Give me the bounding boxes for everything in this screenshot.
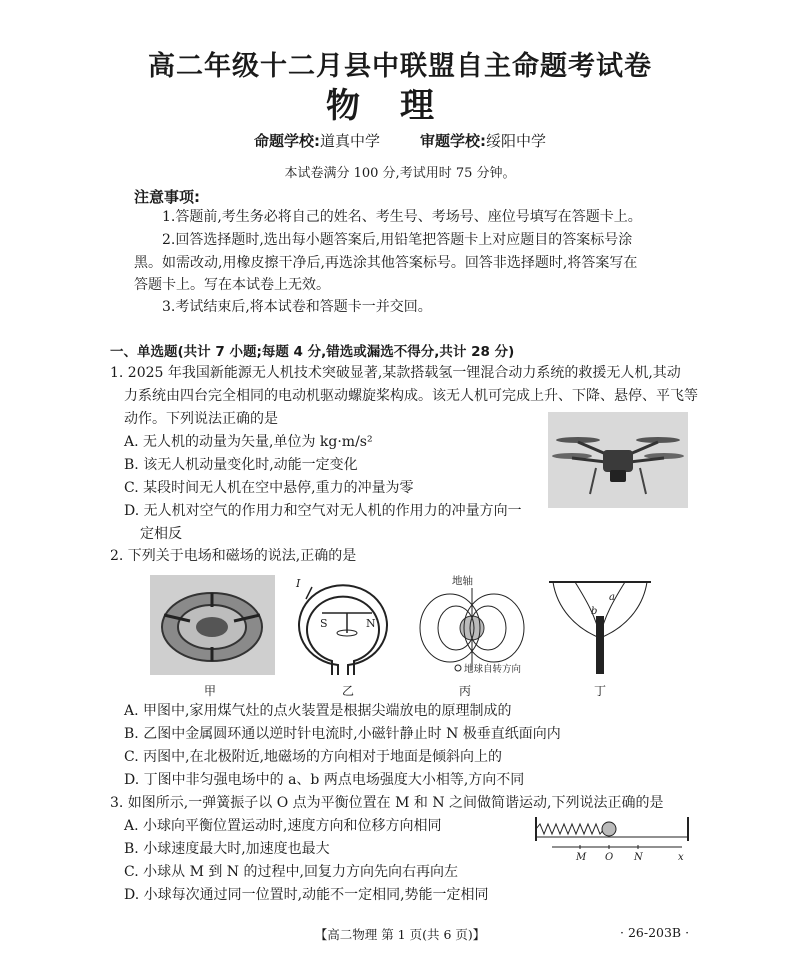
current-i-label: I [296, 577, 301, 590]
q3-stem: 3. 如图所示,一弹簧振子以 O 点为平衡位置在 M 和 N 之间做简谐运动,下列说法正确的是 [110, 795, 664, 811]
school-info [0, 130, 800, 151]
page-footer: 【高二物理 第 1 页(共 6 页)】 [314, 927, 486, 942]
q1-option-d-cont: 定相反 [140, 526, 182, 542]
notice-line: 黑。如需改动,用橡皮擦干净后,再选涂其他答案标号。回答非选择题时,将答案写在 [134, 255, 638, 271]
q2-stem: 2. 下列关于电场和磁场的说法,正确的是 [110, 548, 357, 564]
nonuniform-field-figure [545, 578, 655, 678]
gas-stove-figure [150, 575, 275, 675]
label-x: x [678, 852, 684, 863]
n-pole-label: N [366, 617, 376, 630]
q1-option-d: D. 无人机对空气的作用力和空气对无人机的作用力的冲量方向一 [124, 503, 522, 519]
q3-option-c: C. 小球从 M 到 N 的过程中,回复力方向先向右再向左 [124, 864, 458, 880]
subject-title: 物理 [326, 86, 474, 126]
q3-option-b: B. 小球速度最大时,加速度也最大 [124, 841, 330, 857]
figure-label-ding: 丁 [593, 684, 606, 698]
figure-label-jia: 甲 [203, 684, 216, 698]
reviewer-school: 绥阳中学 [486, 132, 547, 150]
earth-axis-label: 地轴 [452, 575, 473, 587]
drone-figure [548, 412, 688, 508]
q2-option-d: D. 丁图中非匀强电场中的 a、b 两点电场强度大小相等,方向不同 [124, 772, 525, 788]
point-a-label: a [609, 592, 615, 603]
label-n: N [634, 852, 643, 863]
spring-oscillator-figure [532, 815, 692, 863]
notice-line: 2.回答选择题时,选出每小题答案后,用铅笔把答题卡上对应题目的答案标号涂 [162, 232, 633, 248]
score-info: 本试卷满分 100 分,考试用时 75 分钟。 [284, 166, 516, 181]
notice-line: 答题卡上。写在本试卷上无效。 [134, 277, 330, 293]
setter-label: 命题学校: [253, 132, 320, 150]
s-pole-label: S [320, 617, 328, 630]
q2-option-c: C. 丙图中,在北极附近,地磁场的方向相对于地面是倾斜向上的 [124, 749, 503, 765]
figure-label-bing: 丙 [458, 684, 471, 698]
q1-stem-line: 1. 2025 年我国新能源无人机技术突破显著,某款搭载氢一锂混合动力系统的救援无人机,其动 [110, 365, 681, 381]
q1-stem-line: 动作。下列说法正确的是 [124, 411, 278, 427]
q2-option-a: A. 甲图中,家用煤气灶的点火装置是根据尖端放电的原理制成的 [124, 703, 512, 719]
label-m: M [576, 852, 587, 863]
point-b-label: b [591, 606, 598, 617]
q1-option-a: A. 无人机的动量为矢量,单位为 kg·m/s² [124, 434, 373, 450]
ring-current-figure [292, 575, 402, 680]
q3-option-a: A. 小球向平衡位置运动时,速度方向和位移方向相同 [124, 818, 442, 834]
q1-option-c: C. 某段时间无人机在空中悬停,重力的冲量为零 [124, 480, 414, 496]
earth-magnetic-field-figure [410, 572, 535, 680]
reviewer-label: 审题学校: [420, 132, 486, 150]
q3-option-d: D. 小球每次通过同一位置时,动能不一定相同,势能一定相同 [124, 887, 489, 903]
q1-stem-line: 力系统由四台完全相同的电动机驱动螺旋桨构成。该无人机可完成上升、下降、悬停、平飞等 [124, 388, 698, 404]
section-heading: 一、单选题(共计 7 小题;每题 4 分,错选或漏选不得分,共计 28 分) [110, 344, 515, 360]
notice-heading: 注意事项: [134, 188, 200, 206]
figure-label-yi: 乙 [341, 684, 354, 698]
exam-title: 高二年级十二月县中联盟自主命题考试卷 [148, 51, 652, 82]
notice-line: 3.考试结束后,将本试卷和答题卡一并交回。 [162, 299, 432, 315]
setter-school: 道真中学 [319, 132, 380, 150]
label-o: O [605, 852, 614, 863]
notice-line: 1.答题前,考生务必将自己的姓名、考生号、考场号、座位号填写在答题卡上。 [162, 209, 642, 225]
rotation-label: 地球自转方向 [464, 664, 522, 675]
q1-option-b: B. 该无人机动量变化时,动能一定变化 [124, 457, 358, 473]
q2-option-b: B. 乙图中金属圆环通以逆时针电流时,小磁针静止时 N 极垂直纸面向内 [124, 726, 561, 742]
exam-code: · 26-203B · [620, 925, 690, 940]
